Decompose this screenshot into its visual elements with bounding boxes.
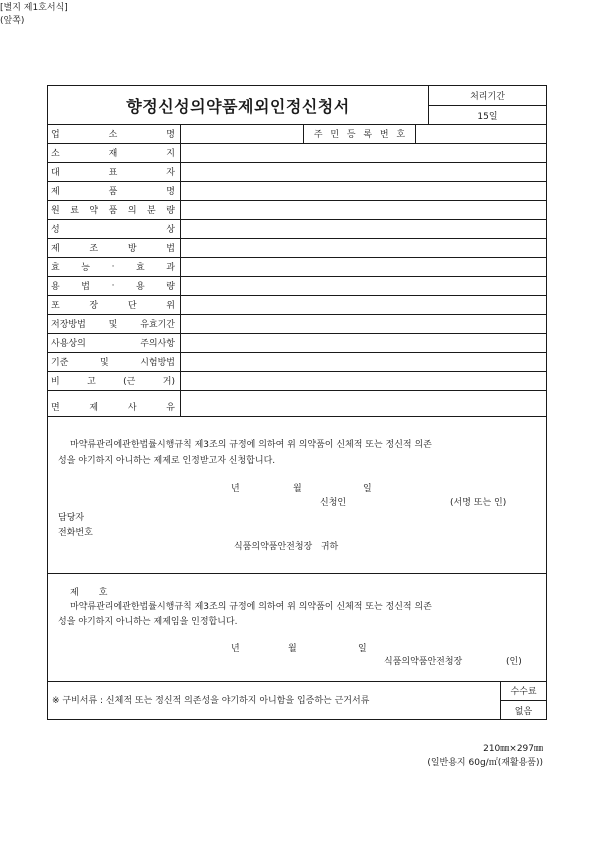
label-remarks: 비 고 (근 거) (51, 377, 175, 387)
label-storage: 저장방법 및 유효기간 (51, 320, 175, 330)
row-storage (48, 314, 546, 333)
label-representative: 대 표 자 (51, 168, 175, 178)
form-number: [별지 제1호서식] (0, 3, 68, 13)
row-business-name (48, 124, 546, 143)
label-precautions: 사용상의 주의사항 (51, 339, 175, 349)
paper-type: (일반용지 60g/㎡(재활용품)) (427, 758, 543, 768)
label-rrn: 주 민 등 록 번 호 (303, 124, 416, 143)
row-location (48, 143, 546, 162)
certificate-body-line1: 마약류관리에관한법률시행규칙 제3조의 규정에 의하여 위 의약품이 신체적 또는 정신적 의존 (70, 602, 432, 612)
row-properties (48, 219, 546, 238)
row-dosage (48, 276, 546, 295)
row-standards (48, 352, 546, 371)
label-efficacy: 효 능 · 효 과 (51, 261, 175, 273)
phone-label: 전화번호 (58, 528, 93, 538)
application-body-line2: 성을 야기하지 아니하는 제제로 인정받고자 신청합니다. (58, 456, 276, 466)
row-packaging (48, 295, 546, 314)
application-addressee: 식품의약품안전청장 귀하 (234, 542, 339, 552)
row-ingredients (48, 200, 546, 219)
label-standards: 기준 및 시험방법 (51, 358, 175, 368)
label-dosage: 용 법 · 용 량 (51, 280, 175, 292)
application-body-line1: 마약류관리에관한법률시행규칙 제3조의 규정에 의하여 위 의약품이 신체적 또는 정신적 의존 (70, 440, 432, 450)
label-ingredients: 원 료 약 품 의 분 량 (51, 206, 175, 216)
row-exemption (48, 397, 546, 416)
label-location: 소 재 지 (51, 149, 175, 159)
processing-period-box (428, 86, 546, 124)
applicant-label: 신청인 (320, 498, 347, 508)
processing-period-label: 처리기간 (470, 92, 505, 102)
label-manufacturing: 제 조 방 법 (51, 244, 175, 254)
row-representative (48, 162, 546, 181)
label-packaging: 포 장 단 위 (51, 301, 175, 311)
certificate-date-month: 월 (288, 644, 297, 654)
label-properties: 성 상 (51, 225, 175, 235)
application-date-month: 월 (293, 484, 302, 494)
label-business-name: 업 소 명 (51, 130, 175, 140)
certificate-date-day: 일 (358, 644, 367, 654)
row-precautions (48, 333, 546, 352)
fee-label: 수수료 (510, 687, 537, 697)
certificate-seal: (인) (506, 657, 522, 667)
certificate-issuer: 식품의약품안전청장 (384, 657, 463, 667)
page-side: (앞쪽) (0, 16, 25, 26)
applicant-sign: (서명 또는 인) (450, 498, 507, 508)
row-efficacy (48, 257, 546, 276)
row-product-name (48, 181, 546, 200)
paper-size: 210㎜×297㎜ (483, 744, 543, 754)
label-exemption: 면 제 사 유 (51, 403, 175, 413)
form-title: 향정신성의약품제외인정신청서 (126, 96, 350, 116)
certificate-body-line2: 성을 야기하지 아니하는 제제임을 인정합니다. (58, 617, 238, 627)
processing-period-value: 15일 (429, 105, 546, 124)
application-date-year: 년 (231, 484, 240, 494)
certificate-date-year: 년 (231, 644, 240, 654)
row-remarks (48, 371, 546, 390)
contact-person-label: 담당자 (58, 513, 85, 523)
fee-value: 없음 (501, 700, 546, 719)
application-date-day: 일 (363, 484, 372, 494)
row-manufacturing (48, 238, 546, 257)
required-documents: ※ 구비서류 : 신체적 또는 정신적 의존성을 야기하지 아니함을 입증하는 근거서류 (52, 696, 370, 706)
label-product-name: 제 품 명 (51, 187, 175, 197)
certificate-number: 제 호 (70, 588, 108, 598)
application-form (47, 85, 547, 720)
fee-box (500, 681, 546, 719)
